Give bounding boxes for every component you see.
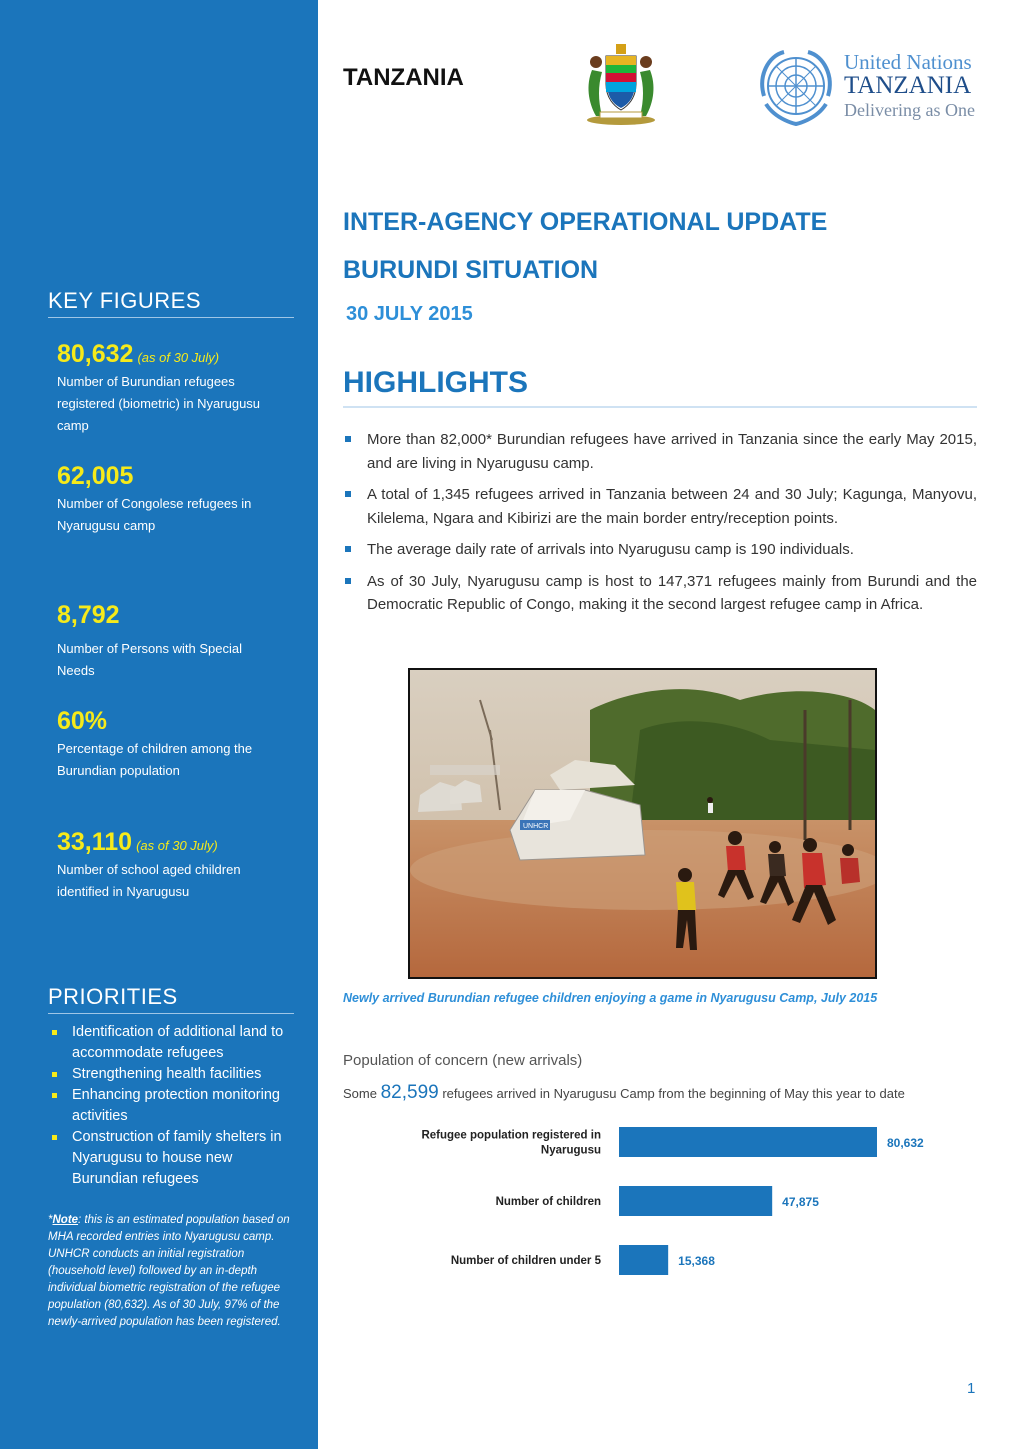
un-line-3: Delivering as One [844,100,975,120]
desc-line: camp [57,418,89,433]
photo-illustration [410,670,875,977]
footnote [48,1212,298,1331]
bar [619,1186,772,1216]
un-line-2: TANZANIA [844,72,972,99]
highlight-item: More than 82,000* Burundian refugees have arrived in Tanzania since the early May 2015, and are living in Nyarugusu camp. [343,428,977,475]
category-label: Refugee population registered in Nyarugusu [421,1129,601,1157]
desc-line: registered (biometric) in Nyarugusu [57,396,261,411]
key-figure-description [57,638,292,682]
population-summary [343,1082,905,1104]
document-date: 30 JULY 2015 [346,303,473,325]
key-figure-as-of: (as of 30 July) [137,350,220,365]
key-figures-heading: KEY FIGURES [48,288,202,313]
desc-line: Needs [57,663,95,678]
bar-value-label: 47,875 [782,1195,819,1209]
desc-line: Nyarugusu camp [57,518,156,533]
key-figure-burundian-registered [57,340,292,437]
population-bar-chart [343,1118,1003,1288]
footnote-marker: * [48,1214,53,1226]
key-figure-description [57,371,292,437]
desc-line: Number of Burundian refugees [57,374,235,389]
key-figures-divider [48,317,294,318]
key-figure-value: 8,792 [57,601,120,629]
highlights-heading: HIGHLIGHTS [343,366,528,399]
un-line-1: United Nations [844,50,972,74]
key-figure-children-percentage [57,707,292,782]
key-figure-value: 62,005 [57,462,134,490]
key-figure-description [57,738,292,782]
key-figure-special-needs [57,601,292,682]
desc-line: Burundian population [57,763,180,778]
priorities-divider [48,1013,294,1014]
bar [619,1127,877,1157]
key-figure-value: 80,632 [57,340,134,368]
priority-item: Strengthening health facilities [48,1064,298,1085]
category-label: Number of children under 5 [450,1255,601,1267]
bar [619,1245,668,1275]
highlight-item: A total of 1,345 refugees arrived in Tanzania between 24 and 30 July; Kagunga, Manyovu, Kilelema, Ngara and Kibirizi are the main border entry/reception points. [343,483,977,530]
photo-caption: Newly arrived Burundian refugee children enjoying a game in Nyarugusu Camp, July 2015 [343,991,878,1005]
un-tanzania-wordmark [844,50,975,122]
highlights-list [343,428,977,625]
priority-item: Construction of family shelters in Nyarugusu to house new Burundian refugees [48,1127,298,1190]
category-label: Number of children [495,1196,601,1208]
highlight-item: The average daily rate of arrivals into Nyarugusu camp is 190 individuals. [343,538,977,562]
highlights-divider [343,406,977,408]
page-number: 1 [967,1380,976,1397]
document-subtitle: BURUNDI SITUATION [343,256,599,284]
desc-line: Number of school aged children [57,862,241,877]
summary-prefix: Some [343,1086,377,1101]
country-title: TANZANIA [343,64,464,91]
key-figure-value: 60% [57,707,108,735]
key-figure-description [57,859,292,903]
bar-value-label: 15,368 [678,1254,715,1268]
key-figure-school-aged [57,828,292,903]
priority-item: Identification of additional land to accommodate refugees [48,1022,298,1064]
document-title: INTER-AGENCY OPERATIONAL UPDATE [343,208,828,236]
desc-line: identified in Nyarugusu [57,884,190,899]
tent-label: UNHCR [523,823,549,830]
key-figure-value: 33,110 [57,828,133,856]
priorities-heading: PRIORITIES [48,984,178,1009]
refugee-camp-photo [408,668,877,979]
highlight-item: As of 30 July, Nyarugusu camp is host to 147,371 refugees mainly from Burundi and the Democratic Republic of Congo, making it the second largest refugee camp in Africa. [343,570,977,617]
united-nations-logo-icon [754,46,838,130]
desc-line: Number of Persons with Special [57,641,242,656]
key-figure-congolese [57,462,292,537]
priority-item: Enhancing protection monitoring activities [48,1085,298,1127]
summary-suffix: refugees arrived in Nyarugusu Camp from the beginning of May this year to date [442,1086,905,1101]
footnote-text: : this is an estimated population based on MHA recorded entries into Nyarugusu camp. UNHCR conducts an initial registration (household level) followed by an in-depth individual biometric registration of the refugee population (80,632). As of 30 July, 97% of the newly-arrived population has been registered. [48,1214,290,1328]
footnote-label: Note [52,1214,79,1226]
key-figure-description [57,493,292,537]
desc-line: Number of Congolese refugees in [57,496,252,511]
sidebar [0,0,318,1449]
desc-line: Percentage of children among the [57,741,253,756]
bar-value-label: 80,632 [887,1136,924,1150]
tanzania-coat-of-arms-emblem [578,40,664,126]
priorities-list [48,1022,298,1190]
summary-number: 82,599 [380,1082,439,1103]
key-figure-as-of: (as of 30 July) [136,838,218,853]
population-heading: Population of concern (new arrivals) [343,1052,583,1069]
